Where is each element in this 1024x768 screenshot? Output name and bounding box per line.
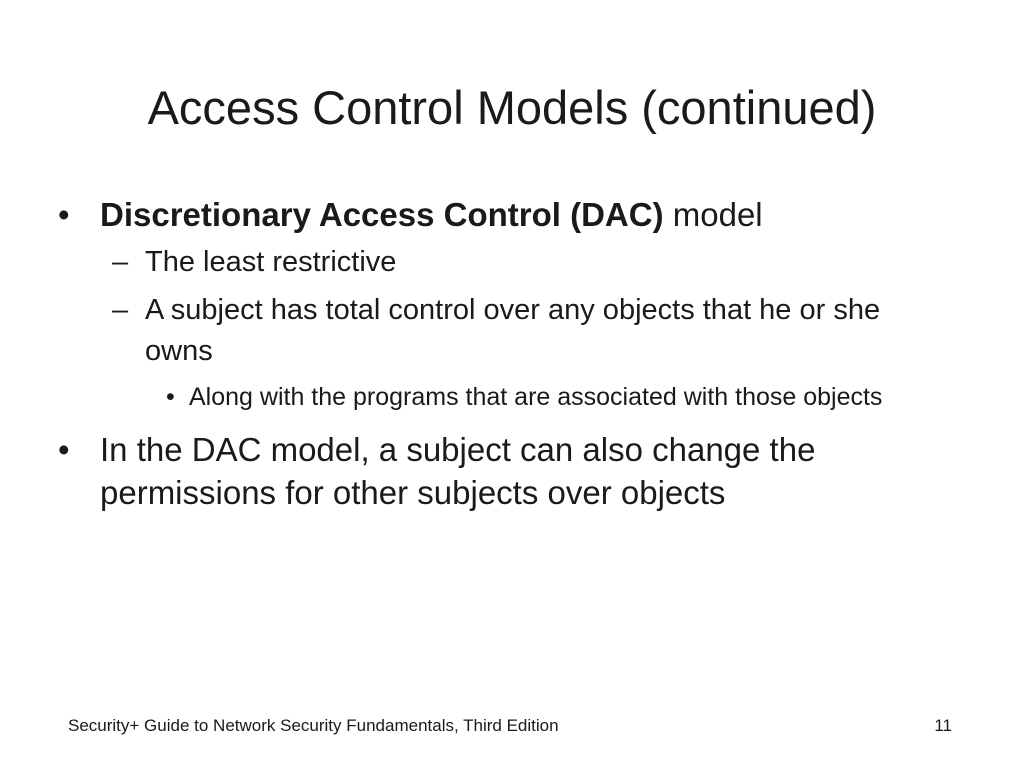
bullet-text: In the DAC model, a subject can also change the permissions for other subjects over objects xyxy=(100,431,816,511)
bullet-text: model xyxy=(663,196,763,233)
slide-title: Access Control Models (continued) xyxy=(147,81,877,134)
page-number: 11 xyxy=(934,716,952,735)
bullet-dac-model xyxy=(56,193,976,236)
subbullet-text: A subject has total control over any objects that he or she owns xyxy=(145,294,881,367)
dash-marker: – xyxy=(112,246,129,278)
slide-body xyxy=(56,193,976,520)
subsubbullet-text: Along with the programs that are associated with those objects xyxy=(189,383,883,411)
bullet-marker: • xyxy=(58,196,70,233)
subbullet-least-restrictive xyxy=(100,242,955,283)
subsubbullet-programs xyxy=(145,379,979,416)
bullet-marker: • xyxy=(58,431,70,468)
dash-marker: – xyxy=(112,294,129,326)
bullet-marker: • xyxy=(166,383,175,411)
bullet-change-permissions xyxy=(56,428,976,514)
bullet-bold-term: Discretionary Access Control (DAC) xyxy=(100,196,664,233)
footer-source: Security+ Guide to Network Security Fundamentals, Third Edition xyxy=(68,716,559,735)
subbullet-total-control xyxy=(100,290,955,372)
subbullet-text: The least restrictive xyxy=(145,246,397,278)
